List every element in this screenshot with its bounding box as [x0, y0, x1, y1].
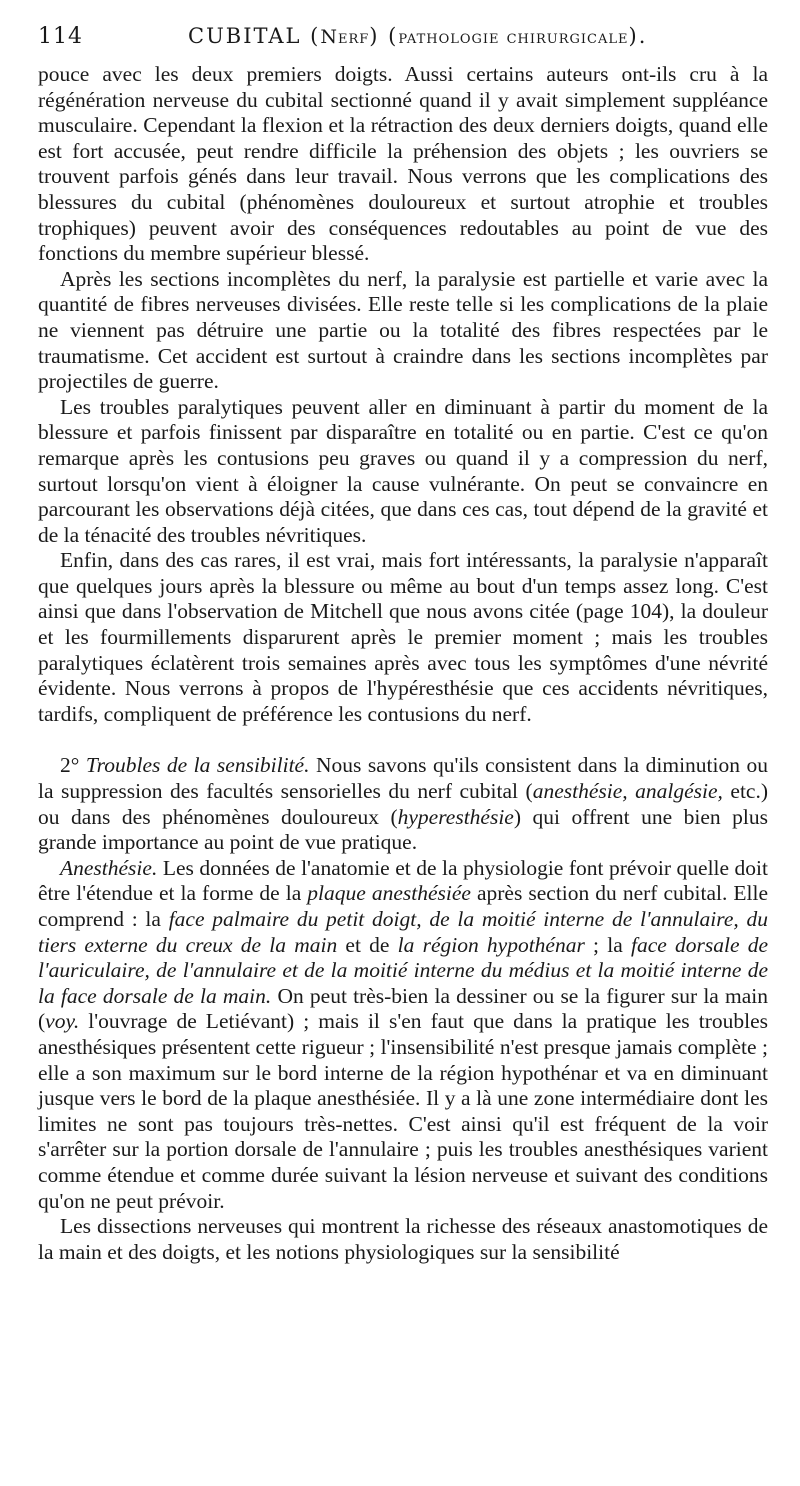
text-run: et de [337, 932, 398, 957]
title-mid: ) ( [369, 24, 399, 48]
text-run: Nous savons qu'ils consistent dans la diminution ou la suppression des facultés sensorielles du nerf cubital ( [38, 753, 768, 804]
text-run: ; la [584, 932, 631, 957]
paragraph-continuation: pouce avec les deux premiers doigts. Aussi certains auteurs ont-ils cru à la régénération nerveuse du cubital sectionné quand il y avait simplement suppléance musculaire. Cependant la flexion et la rétraction des deux derniers doigts, quand elle est fort accusée, peut rendre difficile la préhension des objets ; les ouvriers se trouvent parfois génés dans leur travail. Nous verrons que les complications des blessures du cubital (phénomènes douloureux et surtout atrophie et troubles trophiques) peuvent avoir des conséquences redoutables au point de vue des fonctions du membre supérieur blessé. [38, 62, 768, 266]
page-number: 114 [38, 24, 83, 49]
running-header [38, 24, 768, 58]
title-nerf: Nerf [320, 26, 370, 48]
italic-run: plaque anesthésiée [307, 881, 471, 906]
title-section: pathologie chirurgicale [398, 26, 629, 48]
section-number: 2° [60, 753, 86, 778]
body-text [38, 62, 768, 1265]
text-run: On peut très-bien la dessiner ou se la figurer sur la main ( [38, 983, 768, 1034]
text-run: après section du nerf cubital. Elle comprend : la [38, 881, 768, 931]
text-run: ) qui offrent une bien plus grande importance au point de vue pratique. [38, 804, 769, 855]
italic-run: la région hypothénar [397, 932, 585, 957]
text-run: Les données de l'anatomie et de la physiologie font prévoir quelle doit être l'étendue et la forme de la [38, 855, 768, 906]
italic-run: hyperesthésie [397, 804, 514, 829]
text-run: l'ouvrage de Letiévant) ; mais il s'en faut que dans la pratique les troubles anesthésiques présentent cette rigueur ; l'insensibilité n'est presque jamais complète ; elle a son maximum sur le bord interne de la région hypothénar et va en diminuant jusque vers le bord de la plaque anesthésiée. Il y a là une zone intermédiaire dont les limites ne sont pas toujours très-nettes. C'est ainsi qu'il est fréquent de la voir s'arrêter sur la portion dorsale de l'annulaire ; puis les troubles anesthésiques varient comme étendue et comme durée suivant la lésion nerveuse et suivant des conditions qu'on ne peut prévoir. [38, 1009, 768, 1213]
section-heading: Troubles de la sensibilité. [85, 753, 310, 778]
paragraph-cas-rares: Enfin, dans des cas rares, il est vrai, mais fort intéressants, la paralysie n'apparaît que quelques jours après la blessure ou même au bout d'un temps assez long. C'est ainsi que dans l'observation de Mitchell que nous avons citée (page 104), la douleur et les fourmillements disparurent après le premier moment ; mais les troubles paralytiques éclatèrent trois semaines après avec tous les symptômes d'une névrité évidente. Nous verrons à propos de l'hypéresthésie que ces accidents névritiques, tardifs, compliquent de préférence les contusions du nerf. [38, 548, 768, 726]
text-run: etc.) ou dans des phénomènes douloureux ( [38, 779, 769, 829]
title-main: CUBITAL ( [188, 24, 321, 48]
italic-run: anesthésie, analgésie, [532, 779, 723, 804]
italic-run: voy. [45, 1009, 80, 1034]
paragraph-troubles-paralytiques: Les troubles paralytiques peuvent aller en diminuant à partir du moment de la blessure et parfois finissent par disparaître en totalité ou en partie. C'est ce qu'on remarque après les contusions peu graves ou quand il y a compression du nerf, surtout lorsqu'on vient à éloigner la cause vulnérante. On peut se convaincre en parcourant les observations déjà citées, que dans ces cas, tout dépend de la gravité et de la ténacité des troubles névritiques. [38, 394, 768, 547]
italic-run: face palmaire du petit doigt, de la moitié interne de l'annulaire, du tiers externe du creux de la main [38, 907, 768, 957]
paragraph-troubles-sensibilite [38, 753, 768, 855]
title-end: ). [628, 24, 648, 48]
running-title [188, 24, 647, 48]
italic-run: face dorsale de l'auriculaire, de l'annulaire et de la moitié interne du médius et la moitié interne de la face dorsale de la main. [38, 932, 768, 1008]
subsection-heading: Anesthésie. [60, 855, 158, 880]
paragraph-dissections: Les dissections nerveuses qui montrent la richesse des réseaux anastomotiques de la main et des doigts, et les notions physiologiques sur la sensibilité [38, 1214, 768, 1264]
paragraph-anesthesie [38, 856, 768, 1214]
paragraph-sections-incompletes: Après les sections incomplètes du nerf, la paralysie est partielle et varie avec la quantité de fibres nerveuses divisées. Elle reste telle si les complications de la plaie ne viennent pas détruire une partie ou la totalité des fibres respectées par le traumatisme. Cet accident est surtout à craindre dans les sections incomplètes par projectiles de guerre. [38, 266, 768, 394]
